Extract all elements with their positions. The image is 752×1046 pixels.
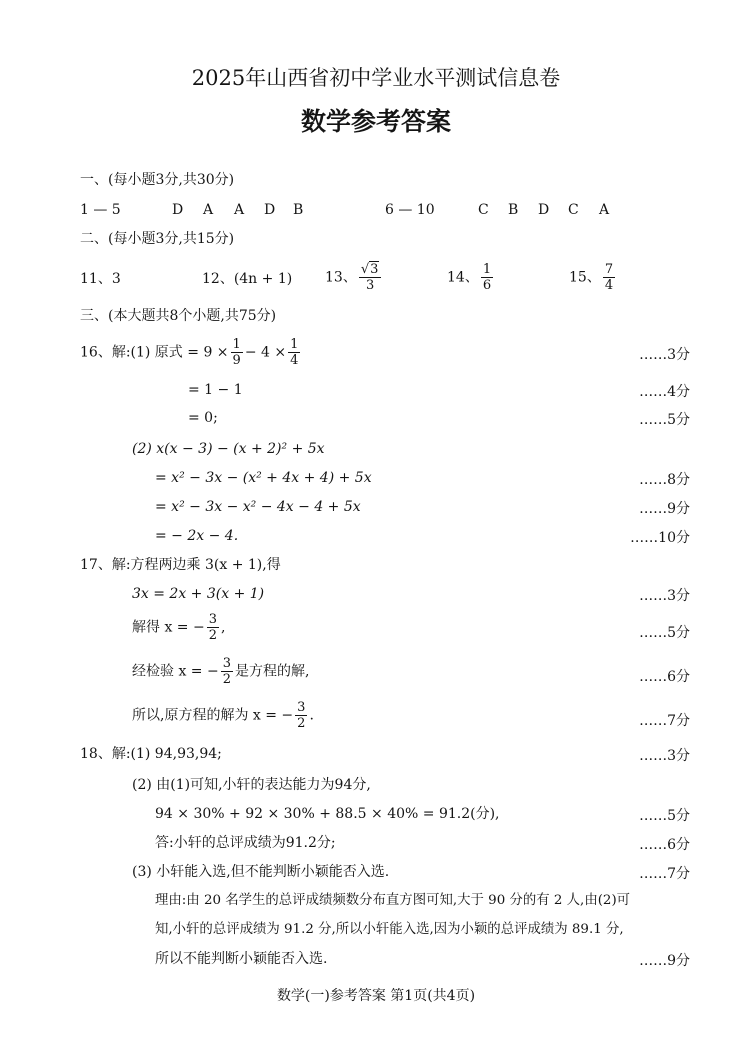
q18-line6: 理由:由 20 名学生的总评成绩频数分布直方图可知,大于 90 分的有 2 人,由(2)可	[155, 893, 631, 908]
q16-fraction-2: $\frac{1}{4}$	[290, 337, 299, 368]
section1-range-a: 1 — 5	[80, 202, 121, 218]
q16-line3-points: ……5分	[639, 412, 690, 428]
answer-11: 11、3	[80, 271, 121, 287]
answer-14-denominator: 6	[482, 278, 492, 293]
q18-line5: (3) 小轩能入选,但不能判断小颖能否入选.	[132, 864, 390, 880]
q18-line3: 94 × 30% + 92 × 30% + 88.5 × 40% = 91.2(分),	[155, 806, 500, 822]
q18-line1: 18、解:(1) 94,93,94;	[80, 746, 222, 762]
q17-line4-points: ……6分	[639, 669, 690, 685]
q18-line4-points: ……6分	[639, 837, 690, 853]
answer-15-prefix: 15、	[569, 269, 601, 286]
section3-heading: 三、(本大题共8个小题,共75分)	[80, 308, 277, 324]
q18-line7: 知,小轩的总评成绩为 91.2 分,所以小轩能入选,因为小颖的总评成绩为 89.1 分,	[155, 922, 624, 937]
answer-14-numerator: 1	[482, 262, 492, 277]
q16-line1-a: 16、解:(1) 原式 = 9 ×	[80, 344, 229, 361]
section1-heading: 一、(每小题3分,共30分)	[80, 172, 235, 188]
q17-line3: 解得 x = − $\frac{3}{2}$ ,	[132, 612, 226, 643]
q16-line6: = x² − 3x − x² − 4x − 4 + 5x	[155, 499, 361, 515]
q18-line3-points: ……5分	[639, 808, 690, 824]
answer-15-fraction	[603, 262, 615, 293]
answer-6: C	[478, 202, 489, 218]
q17-line3-fraction: $\frac{3}{2}$	[208, 612, 217, 643]
q17-line2-points: ……3分	[639, 588, 690, 604]
q16-line2-points: ……4分	[639, 384, 690, 400]
answer-15-numerator: 7	[604, 262, 614, 277]
answer-10: A	[599, 202, 610, 218]
answer-13	[325, 262, 383, 293]
answer-3: A	[234, 202, 245, 218]
document-subtitle: 数学参考答案	[300, 107, 451, 136]
q17-line5-fraction: $\frac{3}{2}$	[297, 700, 306, 731]
answer-14-prefix: 14、	[447, 269, 479, 286]
q16-line6-points: ……9分	[639, 501, 690, 517]
answer-5: B	[293, 202, 304, 218]
answer-9: C	[568, 202, 579, 218]
answer-15	[569, 262, 617, 293]
answer-13-numerator: √3	[359, 262, 382, 278]
q18-line2: (2) 由(1)可知,小轩的表达能力为94分,	[132, 777, 371, 793]
q16-line7-points: ……10分	[630, 530, 690, 546]
q17-line1: 17、解:方程两边乘 3(x + 1),得	[80, 557, 281, 573]
answer-7: B	[508, 202, 519, 218]
section1-range-b: 6 — 10	[385, 202, 435, 218]
q16-line1	[80, 337, 302, 368]
document-title: 2025年山西省初中学业水平测试信息卷	[191, 66, 561, 90]
q17-line4-fraction: $\frac{3}{2}$	[222, 656, 231, 687]
q17-line2: 3x = 2x + 3(x + 1)	[132, 586, 265, 602]
q16-line3: = 0;	[188, 410, 218, 426]
q18-line4: 答:小轩的总评成绩为91.2分;	[155, 835, 336, 851]
q16-fraction-1: $\frac{1}{9}$	[232, 337, 241, 368]
q16-line5-points: ……8分	[639, 472, 690, 488]
answer-15-denominator: 4	[604, 278, 614, 293]
q18-line1-points: ……3分	[639, 748, 690, 764]
q16-line1-b: − 4 ×	[244, 344, 287, 361]
answer-13-fraction	[359, 262, 382, 293]
answer-2: A	[203, 202, 214, 218]
q18-line8: 所以不能判断小颖能否入选.	[155, 951, 328, 967]
answer-12: 12、(4n + 1)	[202, 271, 293, 287]
q18-line5-points: ……7分	[639, 866, 690, 882]
q17-line4: 经检验 x = − $\frac{3}{2}$ 是方程的解,	[132, 656, 310, 687]
q18-line8-points: ……9分	[639, 953, 690, 969]
answer-14-fraction	[481, 262, 493, 293]
answer-8: D	[538, 202, 550, 218]
answer-13-denominator: 3	[365, 278, 375, 293]
q17-line3-points: ……5分	[639, 625, 690, 641]
q16-line1-points: ……3分	[639, 347, 690, 363]
q16-line2: = 1 − 1	[188, 382, 243, 398]
q16-line4: (2) x(x − 3) − (x + 2)² + 5x	[132, 441, 325, 457]
page-footer: 数学(一)参考答案 第1页(共4页)	[276, 988, 476, 1004]
section2-heading: 二、(每小题3分,共15分)	[80, 231, 235, 247]
answer-14	[447, 262, 495, 293]
q17-line5: 所以,原方程的解为 x = − $\frac{3}{2}$ .	[132, 700, 314, 731]
q16-line5: = x² − 3x − (x² + 4x + 4) + 5x	[155, 470, 372, 486]
answer-4: D	[264, 202, 276, 218]
q17-line5-points: ……7分	[639, 713, 690, 729]
answer-13-prefix: 13、	[325, 269, 357, 286]
q16-line7: = − 2x − 4.	[155, 528, 239, 544]
answer-1: D	[172, 202, 184, 218]
